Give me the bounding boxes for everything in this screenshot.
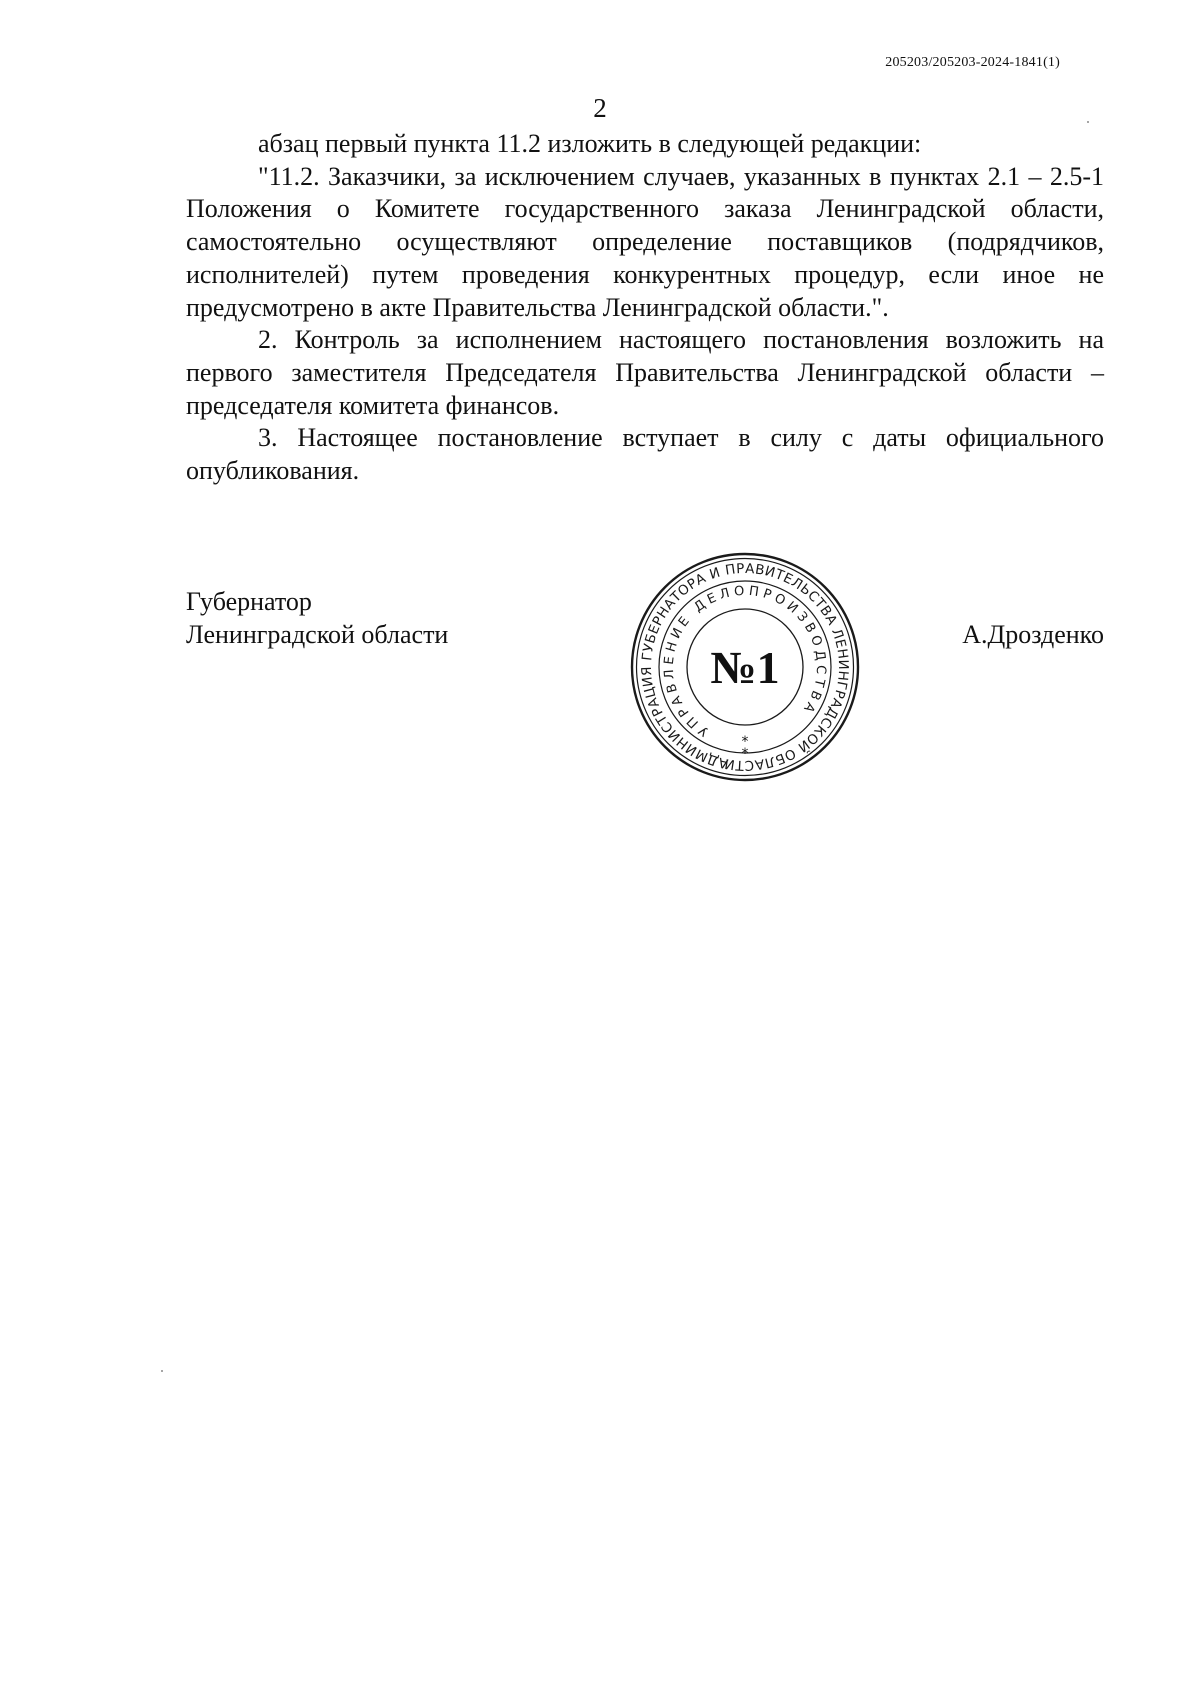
- scan-speck: [1087, 121, 1089, 123]
- document-registration-number: 205203/205203-2024-1841(1): [885, 55, 1060, 70]
- seal-graphic: [628, 550, 862, 784]
- page-number: 2: [593, 93, 607, 123]
- paragraph-effective-date: 3. Настоящее постановление вступает в силу с даты официального опубликования.: [186, 423, 1104, 486]
- seal-inner-text: УПРАВЛЕНИЕ ДЕЛОПРОИЗВОДСТВА: [661, 583, 829, 739]
- scan-speck: [161, 1370, 163, 1372]
- seal-star-top: *: [741, 734, 749, 750]
- signatory-title-line-2: Ленинградской области: [186, 620, 449, 649]
- official-seal: [628, 550, 862, 784]
- paragraph-control: 2. Контроль за исполнением настоящего постановления возложить на первого заместителя Председателя Правительства Ленинградской области – председателя комитета финансов.: [186, 325, 1104, 420]
- seal-star-bottom: *: [741, 746, 749, 762]
- document-body: [186, 128, 1104, 488]
- signatory-title-line-1: Губернатор: [186, 587, 312, 616]
- paragraph-amendment-intro: абзац первый пункта 11.2 изложить в следующей редакции:: [258, 129, 922, 158]
- seal-center-number: №1: [710, 642, 780, 693]
- signatory-name: А.Дрозденко: [962, 620, 1104, 649]
- seal-outer-text: АДМИНИСТРАЦИЯ ГУБЕРНАТОРА И ПРАВИТЕЛЬСТВА ЛЕНИНГРАДСКОЙ ОБЛАСТИ: [638, 560, 852, 774]
- signatory-title: [186, 585, 448, 651]
- paragraph-clause-11-2: "11.2. Заказчики, за исключением случаев, указанных в пунктах 2.1 – 2.5-1 Положения о Комитете государственного заказа Ленинградской области, самостоятельно осуществляют определение поставщиков (подрядчиков, исполнителей) путем проведения конкурентных процедур, если иное не предусмотрено в акте Правительства Ленинградской области.".: [186, 161, 1104, 322]
